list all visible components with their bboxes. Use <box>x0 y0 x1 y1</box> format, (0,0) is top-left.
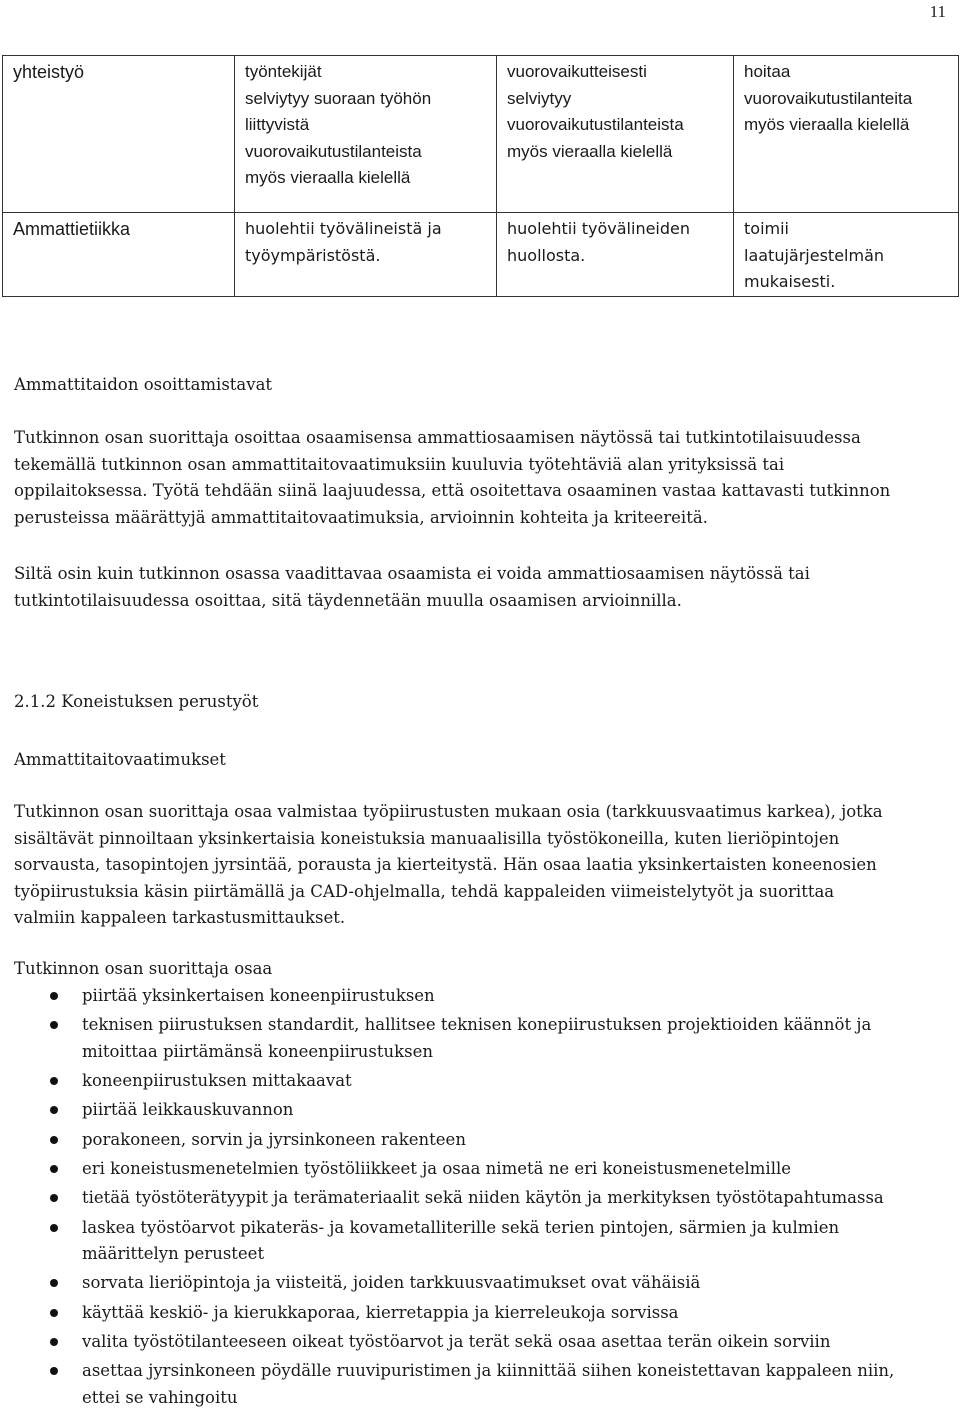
list-item <box>14 1358 949 1411</box>
list-item <box>14 1068 949 1095</box>
cell-line: työntekijät <box>245 62 322 81</box>
list-intro: Tutkinnon osan suorittaja osaa <box>14 959 273 978</box>
list-item <box>14 1156 949 1183</box>
table-cell <box>3 213 235 297</box>
text-line: oppilaitoksessa. Työtä tehdään siinä laajuudessa, että osoitettava osaaminen vastaa kattavasti tutkinnon <box>14 481 891 500</box>
table-cell <box>235 213 497 297</box>
cell-line: vuorovaikutustilanteista <box>245 141 422 161</box>
list-item <box>14 1329 949 1356</box>
bullet-icon <box>50 1136 58 1144</box>
table-cell <box>734 213 959 297</box>
cell-line: vuorovaikutustilanteita <box>744 88 913 108</box>
bullet-icon <box>50 1309 58 1317</box>
bullet-icon <box>50 1338 58 1346</box>
competency-table <box>2 55 959 297</box>
table-cell <box>734 56 959 213</box>
text-line: sorvausta, tasopintojen jyrsintää, porausta ja kierteitystä. Hän osaa laatia yksinkertaisten koneenosien <box>14 855 877 874</box>
table-cell <box>497 56 734 213</box>
text-line: Tutkinnon osan suorittaja osoittaa osaamisensa ammattiosaamisen näytössä tai tutkintotilaisuudessa <box>14 428 861 447</box>
bullet-icon <box>50 1194 58 1202</box>
cell-line: selviytyy suoraan työhön <box>245 88 432 108</box>
paragraph <box>14 425 949 531</box>
list-item <box>14 1185 949 1212</box>
text-line: koneenpiirustuksen mittakaavat <box>82 1071 352 1091</box>
cell-line: vuorovaikutustilanteista <box>507 115 684 134</box>
bullet-icon <box>50 1367 58 1375</box>
list-item <box>14 1270 949 1297</box>
bullet-icon <box>50 1021 58 1029</box>
text-line: mitoittaa piirtämänsä koneenpiirustuksen <box>82 1041 434 1061</box>
bullet-icon <box>50 1077 58 1085</box>
cell-line: huolehtii työvälineistä ja <box>245 219 442 238</box>
cell-line: mukaisesti. <box>744 272 836 291</box>
text-line: sorvata lieriöpintoja ja viisteitä, joiden tarkkuusvaatimukset ovat vähäisiä <box>82 1273 701 1293</box>
text-line: teknisen piirustuksen standardit, hallitsee teknisen konepiirustuksen projektioiden käännöt ja <box>82 1015 872 1035</box>
text-line: perusteissa määrättyjä ammattitaitovaatimuksia, arvioinnin kohteita ja kriteereitä. <box>14 507 708 527</box>
text-line: laskea työstöarvot pikateräs- ja kovametalliterille sekä terien pintojen, särmien ja kulmien <box>82 1217 840 1237</box>
text-line: tutkintotilaisuudessa osoittaa, sitä täydennetään muulla osaamisen arvioinnilla. <box>14 590 682 610</box>
bullet-icon <box>50 1165 58 1173</box>
table-cell <box>235 56 497 213</box>
text-line: määrittelyn perusteet <box>82 1244 265 1264</box>
paragraph <box>14 561 949 614</box>
page-number: 11 <box>929 2 946 21</box>
text-line: eri koneistusmenetelmien työstöliikkeet ja osaa nimetä ne eri koneistusmenetelmille <box>82 1158 792 1178</box>
bullet-icon <box>50 1279 58 1287</box>
text-line: Siltä osin kuin tutkinnon osassa vaadittavaa osaamista ei voida ammattiosaamisen näytössä tai <box>14 564 810 583</box>
text-line: tietää työstöterätyypit ja terämateriaalit sekä niiden käytön ja merkityksen työstötapahtumassa <box>82 1188 884 1208</box>
cell-line: myös vieraalla kielellä <box>744 115 910 134</box>
cell-line: myös vieraalla kielellä <box>245 168 411 187</box>
list-item <box>14 1127 949 1154</box>
text-line: porakoneen, sorvin ja jyrsinkoneen rakenteen <box>82 1129 466 1149</box>
cell-line: yhteistyö <box>13 62 85 82</box>
text-line: Tutkinnon osan suorittaja osaa valmistaa työpiirustusten mukaan osia (tarkkuusvaatimus karkea), jotka <box>14 802 883 821</box>
bullet-icon <box>50 1106 58 1114</box>
cell-line: vuorovaikutteisesti <box>507 62 647 81</box>
section-heading: Ammattitaidon osoittamistavat <box>14 375 273 394</box>
text-line: ettei se vahingoitu <box>82 1387 238 1407</box>
skills-list <box>14 983 949 1414</box>
text-line: valmiin kappaleen tarkastusmittaukset. <box>14 908 346 927</box>
text-line: piirtää leikkauskuvannon <box>82 1100 294 1120</box>
table-row <box>3 213 959 297</box>
section-heading: 2.1.2 Koneistuksen perustyöt <box>14 692 259 711</box>
table-row <box>3 56 959 213</box>
list-item <box>14 1300 949 1327</box>
cell-line: työympäristöstä. <box>245 245 381 265</box>
text-line: piirtää yksinkertaisen koneenpiirustuksen <box>82 986 435 1005</box>
cell-line: toimii <box>744 219 789 238</box>
paragraph <box>14 799 949 932</box>
text-line: asettaa jyrsinkoneen pöydälle ruuvipuristimen ja kiinnittää siihen koneistettavan kappaleen niin, <box>82 1361 895 1381</box>
table-cell <box>497 213 734 297</box>
cell-line: huollosta. <box>507 245 586 265</box>
list-item <box>14 1215 949 1268</box>
text-line: valita työstötilanteeseen oikeat työstöarvot ja terät sekä osaa asettaa terän oikein sorviin <box>82 1331 831 1351</box>
text-line: tekemällä tutkinnon osan ammattitaitovaatimuksiin kuuluvia työtehtäviä alan yrityksissä tai <box>14 454 785 474</box>
cell-line: laatujärjestelmän <box>744 245 885 265</box>
text-line: sisältävät pinnoiltaan yksinkertaisia koneistuksia manuaalisilla työstökoneilla, kuten lieriöpintojen <box>14 828 840 848</box>
list-item <box>14 1097 949 1124</box>
cell-line: selviytyy <box>507 88 572 108</box>
cell-line: huolehtii työvälineiden <box>507 219 691 238</box>
cell-line: liittyvistä <box>245 115 310 134</box>
bullet-icon <box>50 992 58 1000</box>
table-cell <box>3 56 235 213</box>
list-item <box>14 1012 949 1065</box>
text-line: käyttää keskiö- ja kierukkaporaa, kierretappia ja kierreleukoja sorvissa <box>82 1302 679 1322</box>
cell-line: Ammattietiikka <box>13 219 131 239</box>
cell-line: hoitaa <box>744 62 791 81</box>
subheading: Ammattitaitovaatimukset <box>14 750 226 769</box>
cell-line: myös vieraalla kielellä <box>507 141 673 161</box>
list-item <box>14 983 949 1010</box>
bullet-icon <box>50 1224 58 1232</box>
text-line: työpiirustuksia käsin piirtämällä ja CAD-ohjelmalla, tehdä kappaleiden viimeistelytyöt ja suorittaa <box>14 881 835 901</box>
